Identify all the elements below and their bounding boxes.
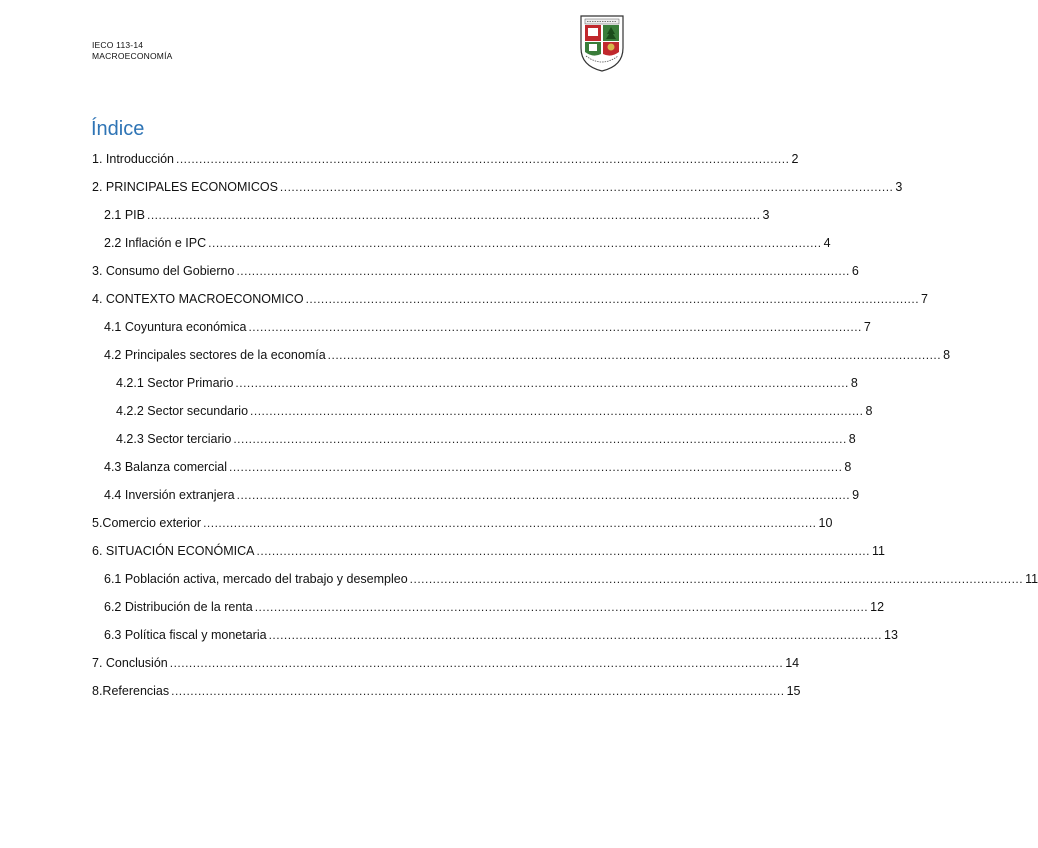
toc-entry[interactable] [92,650,800,678]
toc-entry-page-number[interactable]: 11 [871,544,885,558]
toc-dot-leader: ................................................................................................................................................................ [268,628,883,642]
toc-dot-leader: ................................................................................................................................................................ [233,432,847,446]
toc-dot-leader: ................................................................................................................................................................ [171,684,785,698]
toc-entry-page-number[interactable]: 7 [921,292,928,306]
toc-entry-label[interactable]: 1. Introducción [92,152,174,166]
toc-dot-leader: ................................................................................................................................................................ [236,264,850,278]
toc-entry-label[interactable]: 4.2 Principales sectores de la economía [104,348,326,362]
toc-dot-leader: ................................................................................................................................................................ [248,320,862,334]
toc-entry-label[interactable]: 6. SITUACIÓN ECONÓMICA [92,544,255,558]
university-crest-icon [578,14,626,72]
toc-title: Índice [91,118,145,140]
toc-entry[interactable] [92,230,831,258]
toc-entry-page-number[interactable]: 8 [943,348,951,362]
toc-entry-label[interactable]: 7. Conclusión [92,656,168,670]
toc-entry[interactable] [92,342,951,370]
toc-entry-page-number[interactable]: 6 [851,264,859,278]
toc-entry[interactable] [92,678,801,706]
toc-entry-label[interactable]: 4. CONTEXTO MACROECONOMICO [92,292,304,306]
toc-entry-page-number[interactable]: 8 [865,404,873,418]
course-name: MACROECONOMÍA [92,51,173,61]
toc-entry-label[interactable]: 4.2.3 Sector terciario [116,432,232,446]
toc-entry-page-number[interactable]: 12 [870,600,885,614]
toc-entry[interactable] [92,566,1038,594]
toc-entry-label[interactable]: 4.4 Inversión extranjera [104,488,235,502]
table-of-contents [92,146,1038,706]
toc-dot-leader: ................................................................................................................................................................ [279,180,894,194]
course-code: IECO 113-14 [92,40,144,50]
toc-entry-page-number[interactable]: 7 [863,320,871,334]
toc-dot-leader: ................................................................................................................................................................ [203,516,817,530]
toc-entry-page-number[interactable]: 8 [850,376,858,390]
toc-dot-leader: ................................................................................................................................................................ [327,348,942,362]
toc-entry-page-number[interactable]: 9 [852,488,860,502]
toc-entry-label[interactable]: 6.1 Población activa, mercado del trabajo y desempleo [104,572,408,586]
toc-entry[interactable] [92,454,852,482]
toc-entry-label[interactable]: 6.3 Política fiscal y monetaria [104,628,267,642]
toc-entry-label[interactable]: 6.2 Distribución de la renta [104,600,253,614]
toc-entry-page-number[interactable]: 10 [818,516,833,530]
toc-entry[interactable] [92,622,898,650]
toc-entry-label[interactable]: 4.1 Coyuntura económica [104,320,247,334]
toc-entry-page-number[interactable]: 3 [895,180,903,194]
toc-entry-page-number[interactable]: 8 [844,460,852,474]
toc-dot-leader: ................................................................................................................................................................ [169,656,784,670]
toc-entry-page-number[interactable]: 11 [1025,572,1038,586]
document-header [92,40,173,62]
toc-dot-leader: ................................................................................................................................................................ [208,236,822,250]
toc-entry[interactable] [92,202,770,230]
toc-entry-label[interactable]: 3. Consumo del Gobierno [92,264,235,278]
toc-entry-label[interactable]: 2.1 PIB [104,208,145,222]
toc-dot-leader: ................................................................................................................................................................ [147,208,761,222]
toc-entry-label[interactable]: 8.Referencias [92,684,170,698]
toc-entry[interactable] [92,370,858,398]
toc-entry-page-number[interactable]: 8 [848,432,856,446]
toc-dot-leader: ................................................................................................................................................................ [250,404,864,418]
toc-entry[interactable] [92,286,928,314]
toc-dot-leader: ................................................................................................................................................................ [256,544,870,558]
toc-entry-label[interactable]: 5.Comercio exterior [92,516,202,530]
toc-entry-page-number[interactable]: 15 [786,684,801,698]
toc-dot-leader: ................................................................................................................................................................ [254,600,869,614]
toc-entry-page-number[interactable]: 14 [785,656,800,670]
toc-entry-page-number[interactable]: 2 [791,152,799,166]
toc-entry[interactable] [92,426,856,454]
toc-dot-leader: ................................................................................................................................................................ [305,292,920,306]
toc-dot-leader: ................................................................................................................................................................ [228,460,843,474]
toc-entry-label[interactable]: 4.2.1 Sector Primario [116,376,234,390]
toc-entry-page-number[interactable]: 13 [884,628,898,642]
toc-entry-label[interactable]: 2.2 Inflación e IPC [104,236,207,250]
toc-entry[interactable] [92,398,873,426]
toc-entry[interactable] [92,146,799,174]
toc-entry[interactable] [92,482,860,510]
toc-entry-label[interactable]: 2. PRINCIPALES ECONOMICOS [92,180,278,194]
toc-entry-page-number[interactable]: 4 [823,236,831,250]
toc-entry-page-number[interactable]: 3 [762,208,770,222]
toc-entry[interactable] [92,510,833,538]
toc-entry[interactable] [92,258,859,286]
toc-dot-leader: ................................................................................................................................................................ [235,376,849,390]
toc-entry[interactable] [92,314,871,342]
toc-entry-label[interactable]: 4.2.2 Sector secundario [116,404,249,418]
toc-dot-leader: ................................................................................................................................................................ [176,152,790,166]
toc-dot-leader: ................................................................................................................................................................ [409,572,1024,586]
toc-entry[interactable] [92,594,885,622]
toc-dot-leader: ................................................................................................................................................................ [236,488,851,502]
toc-entry[interactable] [92,174,903,202]
toc-entry-label[interactable]: 4.3 Balanza comercial [104,460,227,474]
toc-entry[interactable] [92,538,885,566]
